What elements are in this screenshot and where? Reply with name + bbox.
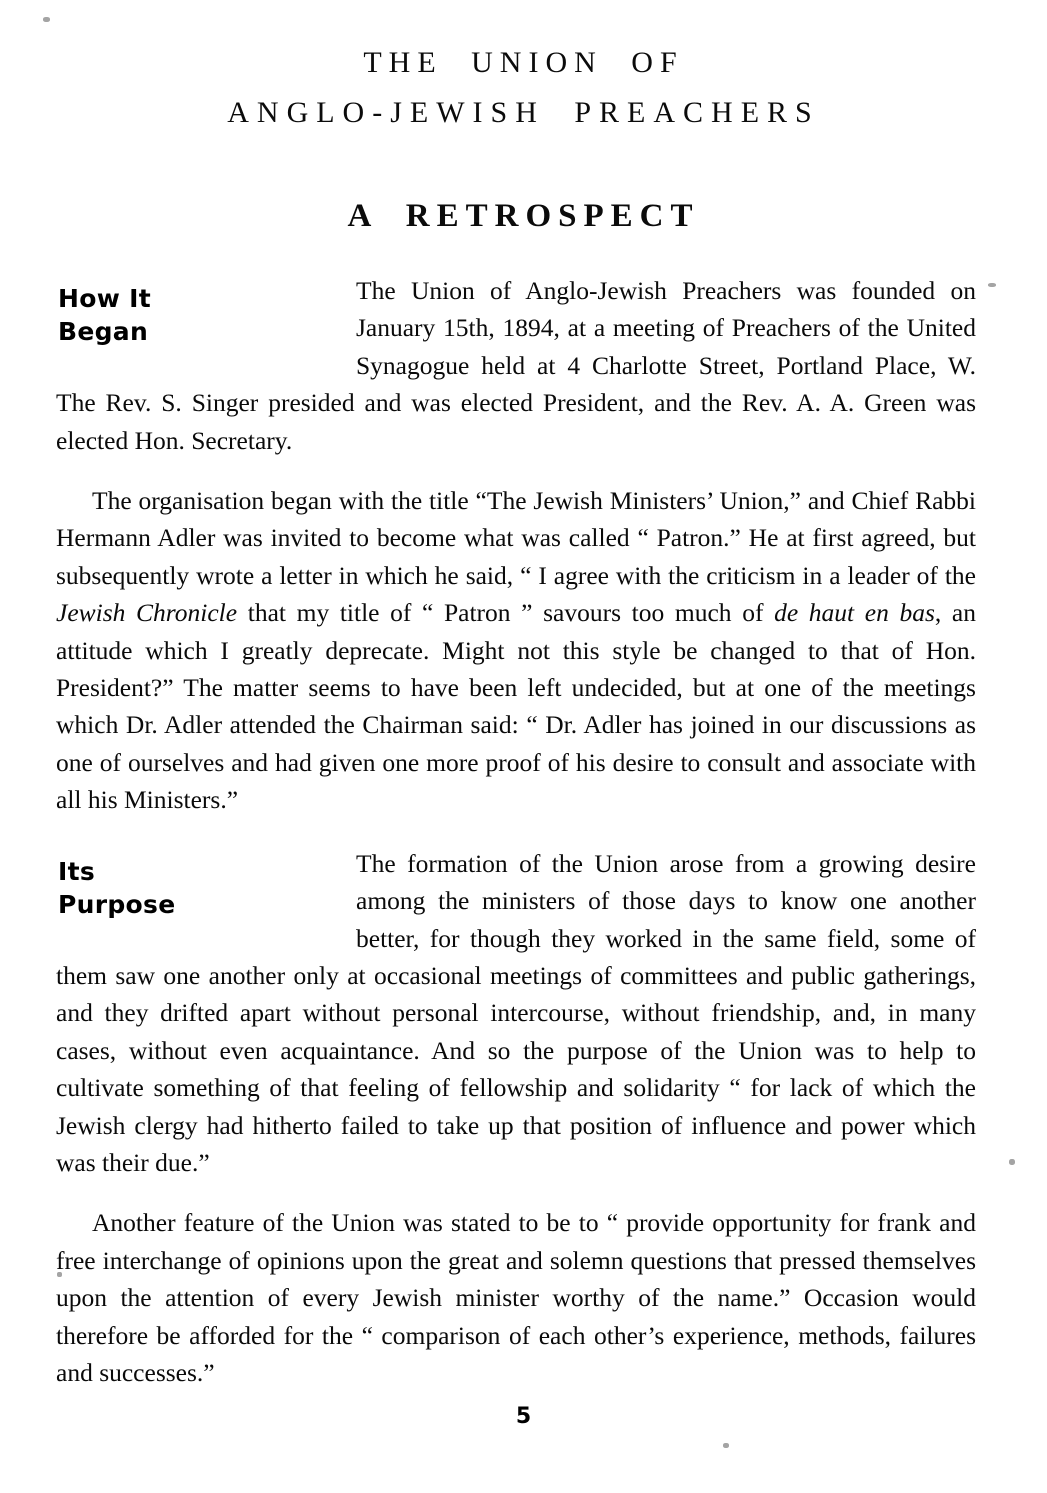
section-how-it-began bbox=[56, 272, 976, 819]
side-heading-how-it-began bbox=[58, 282, 308, 348]
paragraph-run: that my title of “ Patron ” savours too much of bbox=[237, 598, 775, 628]
scan-speck-artifact bbox=[1009, 1159, 1015, 1165]
page-masthead bbox=[0, 38, 1047, 138]
side-heading-line-1: How It bbox=[58, 284, 151, 313]
scan-speck-artifact bbox=[43, 17, 50, 22]
paragraph: The formation of the Union arose from a growing desire among the ministers of those days to know one another better, for though they worked in the same field, some of them saw one another only at occasional meetings of committees and public gatherings, and they drifted apart without personal intercourse, without friendship, and, in many cases, without even acquaintance. And so the purpose of the Union was to help to cultivate something of that feeling of fellowship and solidarity “ for lack of which the Jewish clergy had hitherto failed to take up that position of influence and power which was their due.” bbox=[56, 848, 976, 1177]
paragraph bbox=[56, 482, 976, 819]
paragraph-run: The organisation began with the title “The Jewish Ministers’ Union,” and Chief Rabbi Hermann Adler was invited to become what was called “ Patron.” He at first agreed, but subsequently wrote a letter in which he said, “ I agree with the criticism in a leader of the bbox=[56, 486, 976, 590]
side-heading-its-purpose bbox=[58, 855, 308, 921]
paragraph: Another feature of the Union was stated to be to “ provide opportunity for frank and free interchange of opinions upon the great and solemn questions that pressed themselves upon the attention of every Jewish minister worthy of the name.” Occasion would therefore be afforded for the “ comparison of each other’s experience, methods, failures and successes.” bbox=[56, 1208, 976, 1387]
paragraph-run: , an attitude which I greatly deprecate. Might not this style be changed to that of Hon. President?” The matter seems to have been left undecided, but at one of the meetings which Dr. Adler attended the Chairman said: “ Dr. Adler has joined in our discussions as one of ourselves and had given one more proof of his desire to consult and associate with all his Ministers.” bbox=[56, 598, 976, 815]
masthead-line-2: ANGLO-JEWISH PREACHERS bbox=[227, 96, 820, 129]
side-heading-line-1: Its bbox=[58, 856, 96, 886]
page-number: 5 bbox=[515, 1404, 532, 1429]
section-its-purpose bbox=[56, 845, 976, 1392]
scan-speck-artifact bbox=[723, 1443, 729, 1448]
scan-speck-artifact bbox=[988, 283, 996, 287]
paragraph: The Union of Anglo-Jewish Preachers was founded on January 15th, 1894, at a meeting of Preachers of the United Synagogue held at 4 Charlotte Street, Portland Place, W. The Rev. S. Singer presided and was elected President, and the Rev. A. A. Green was elected Hon. Secretary. bbox=[56, 276, 976, 455]
masthead-line-1: THE UNION OF bbox=[363, 46, 684, 79]
page-title: A RETROSPECT bbox=[347, 198, 700, 235]
paragraph-run-italic: Jewish Chronicle bbox=[56, 598, 238, 628]
side-heading-line-2: Purpose bbox=[58, 889, 176, 919]
side-heading-line-2: Began bbox=[58, 317, 149, 346]
article-body bbox=[56, 272, 976, 1391]
paragraph-run-italic: de haut en bas bbox=[774, 598, 935, 628]
